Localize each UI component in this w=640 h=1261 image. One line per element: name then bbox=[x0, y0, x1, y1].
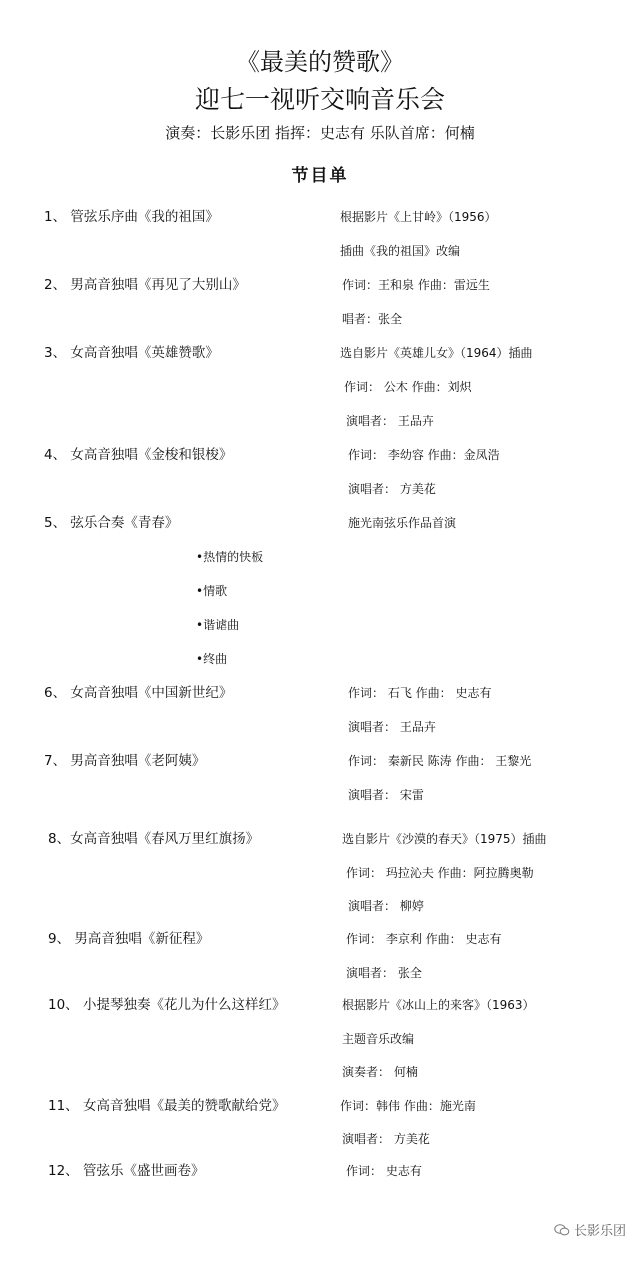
program-item-detail: 作词： 李幼容 作曲：金凤浩 bbox=[348, 448, 500, 462]
program-item-title: 6、 女高音独唱《中国新世纪》 bbox=[44, 685, 233, 701]
program-item-title: 5、 弦乐合奏《青春》 bbox=[44, 515, 179, 531]
program-item-detail: 演唱者： 王品卉 bbox=[348, 720, 436, 734]
program-heading: 节目单 bbox=[291, 166, 349, 186]
program-item-title: 11、 女高音独唱《最美的赞歌献给党》 bbox=[48, 1098, 286, 1114]
program-item-title: 9、 男高音独唱《新征程》 bbox=[48, 931, 210, 947]
movement-item: •热情的快板 bbox=[196, 550, 264, 564]
program-item-detail: 作词： 秦新民 陈涛 作曲： 王黎光 bbox=[348, 754, 532, 768]
program-item-title: 1、 管弦乐序曲《我的祖国》 bbox=[44, 209, 219, 225]
program-item-title: 4、 女高音独唱《金梭和银梭》 bbox=[44, 447, 233, 463]
performer-credits: 演奏：长影乐团 指挥：史志有 乐队首席：何楠 bbox=[165, 124, 475, 142]
program-item-title: 8、女高音独唱《春风万里红旗扬》 bbox=[48, 831, 260, 847]
concert-title: 《最美的赞歌》 bbox=[236, 48, 404, 76]
program-item-detail: 作词： 史志有 bbox=[346, 1164, 422, 1178]
wechat-icon bbox=[554, 1224, 570, 1236]
program-item-detail: 演唱者： 宋雷 bbox=[348, 788, 424, 802]
movement-item: •终曲 bbox=[196, 652, 228, 666]
program-item-title: 3、 女高音独唱《英雄赞歌》 bbox=[44, 345, 219, 361]
watermark bbox=[554, 1220, 626, 1239]
program-item-title: 7、 男高音独唱《老阿姨》 bbox=[44, 753, 206, 769]
program-item-detail: 作词： 石飞 作曲： 史志有 bbox=[348, 686, 492, 700]
program-item-title: 2、 男高音独唱《再见了大别山》 bbox=[44, 277, 246, 293]
watermark-text: 长影乐团 bbox=[573, 1224, 626, 1239]
program-item-detail: 选自影片《沙漠的春天》（1975）插曲 bbox=[342, 832, 547, 846]
program-item-detail: 作词： 李京利 作曲： 史志有 bbox=[346, 932, 502, 946]
program-item-detail: 施光南弦乐作品首演 bbox=[348, 516, 457, 530]
program-item-detail: 演奏者： 何楠 bbox=[342, 1065, 418, 1079]
program-item-detail: 演唱者： 方美花 bbox=[342, 1132, 430, 1146]
program-item-detail: 根据影片《上甘岭》（1956） bbox=[340, 210, 497, 224]
movement-item: •谐谑曲 bbox=[196, 618, 240, 632]
program-item-detail: 演唱者： 张全 bbox=[346, 966, 422, 980]
program-item-detail: 演唱者： 方美花 bbox=[348, 482, 436, 496]
concert-subtitle: 迎七一视听交响音乐会 bbox=[194, 85, 445, 114]
program-item-detail: 作词：韩伟 作曲：施光南 bbox=[340, 1099, 476, 1113]
program-item-detail: 选自影片《英雄儿女》（1964）插曲 bbox=[340, 346, 533, 360]
program-item-detail: 作词： 公木 作曲：刘炽 bbox=[344, 380, 472, 394]
program-item-title: 10、 小提琴独奏《花儿为什么这样红》 bbox=[48, 997, 286, 1013]
program-item-detail: 作词：王和泉 作曲：雷远生 bbox=[342, 278, 490, 292]
program-item-detail: 唱者：张全 bbox=[342, 312, 403, 326]
program-item-detail: 主题音乐改编 bbox=[342, 1032, 415, 1046]
program-item-title: 12、 管弦乐《盛世画卷》 bbox=[48, 1163, 205, 1179]
program-item-detail: 作词： 玛拉沁夫 作曲：阿拉腾奥勒 bbox=[346, 866, 534, 880]
program-item-detail: 插曲《我的祖国》改编 bbox=[340, 244, 461, 258]
program-item-detail: 根据影片《冰山上的来客》（1963） bbox=[342, 998, 535, 1012]
program-item-detail: 演唱者： 王品卉 bbox=[346, 414, 434, 428]
program-item-detail: 演唱者： 柳婷 bbox=[348, 899, 424, 913]
movement-item: •情歌 bbox=[196, 584, 228, 598]
